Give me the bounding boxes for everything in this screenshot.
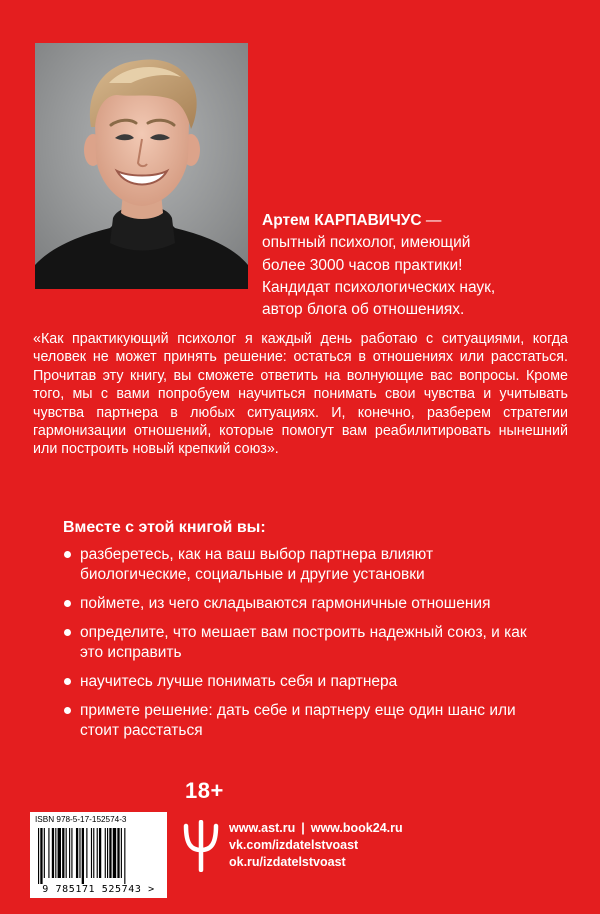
bullet-icon [64,707,71,714]
bio-line: автор блога об отношениях. [262,301,465,319]
benefit-item [63,701,543,741]
author-portrait-image [35,43,248,289]
barcode-number: 9 785171 525743 > [42,884,155,895]
author-bio [262,210,582,321]
benefit-text: поймете, из чего складываются гармоничные отношения [80,595,491,612]
age-rating: 18+ [185,778,224,803]
author-name: Артем КАРПАВИЧУС [262,212,422,229]
link-ok[interactable]: ok.ru/izdatelstvoast [229,855,346,869]
benefits-list [63,545,543,750]
benefit-item [63,623,543,663]
benefit-text: определите, что мешает вам построить надежный союз, и как это исправить [80,624,527,661]
bullet-icon [64,600,71,607]
benefit-text: научитесь лучше понимать себя и партнера [80,673,398,690]
bio-line-name [262,210,582,232]
author-quote: «Как практикующий психолог я каждый день работаю с ситуациями, когда человек не может принять решение: остаться в отношениях или расстаться. Прочитав эту книгу, вы сможете ответить на волнующие вас вопросы. Кроме того, мы с вами попробуем научиться понимать свои чувства и учитывать чувства партнера в любых ситуациях. И, конечно, разберем стратегии гармонизации отношений, которые помогут вам реабилитировать нынешний или построить новый крепкий союз». [33,331,568,458]
author-dash: — [421,212,442,229]
publisher-logo-icon [183,820,219,872]
bio-line: Кандидат психологических наук, [262,278,496,296]
bullet-icon [64,629,71,636]
benefit-item [63,545,543,585]
bullet-icon [64,678,71,685]
bullet-icon [64,551,71,558]
publisher-links [229,820,403,871]
benefit-text: разберетесь, как на ваш выбор партнера влияют биологические, социальные и другие установки [80,546,434,583]
link-ast[interactable]: www.ast.ru [229,821,296,835]
author-photo [35,43,248,289]
benefit-item [63,672,543,692]
benefit-text: примете решение: дать себе и партнеру еще один шанс или стоит расстаться [80,702,516,739]
isbn-label: ISBN 978-5-17-152574-3 [35,815,127,824]
bio-line: более 3000 часов практики! [262,256,463,274]
isbn-barcode [30,812,167,898]
publisher-sites-row [229,820,403,837]
link-book24[interactable]: www.book24.ru [310,821,403,835]
benefit-item [63,594,543,614]
benefits-title: Вместе с этой книгой вы: [63,519,266,536]
bio-line: опытный психолог, имеющий [262,234,471,252]
separator: | [301,821,305,835]
barcode-bars [36,828,160,884]
link-vk[interactable]: vk.com/izdatelstvoast [229,838,359,852]
